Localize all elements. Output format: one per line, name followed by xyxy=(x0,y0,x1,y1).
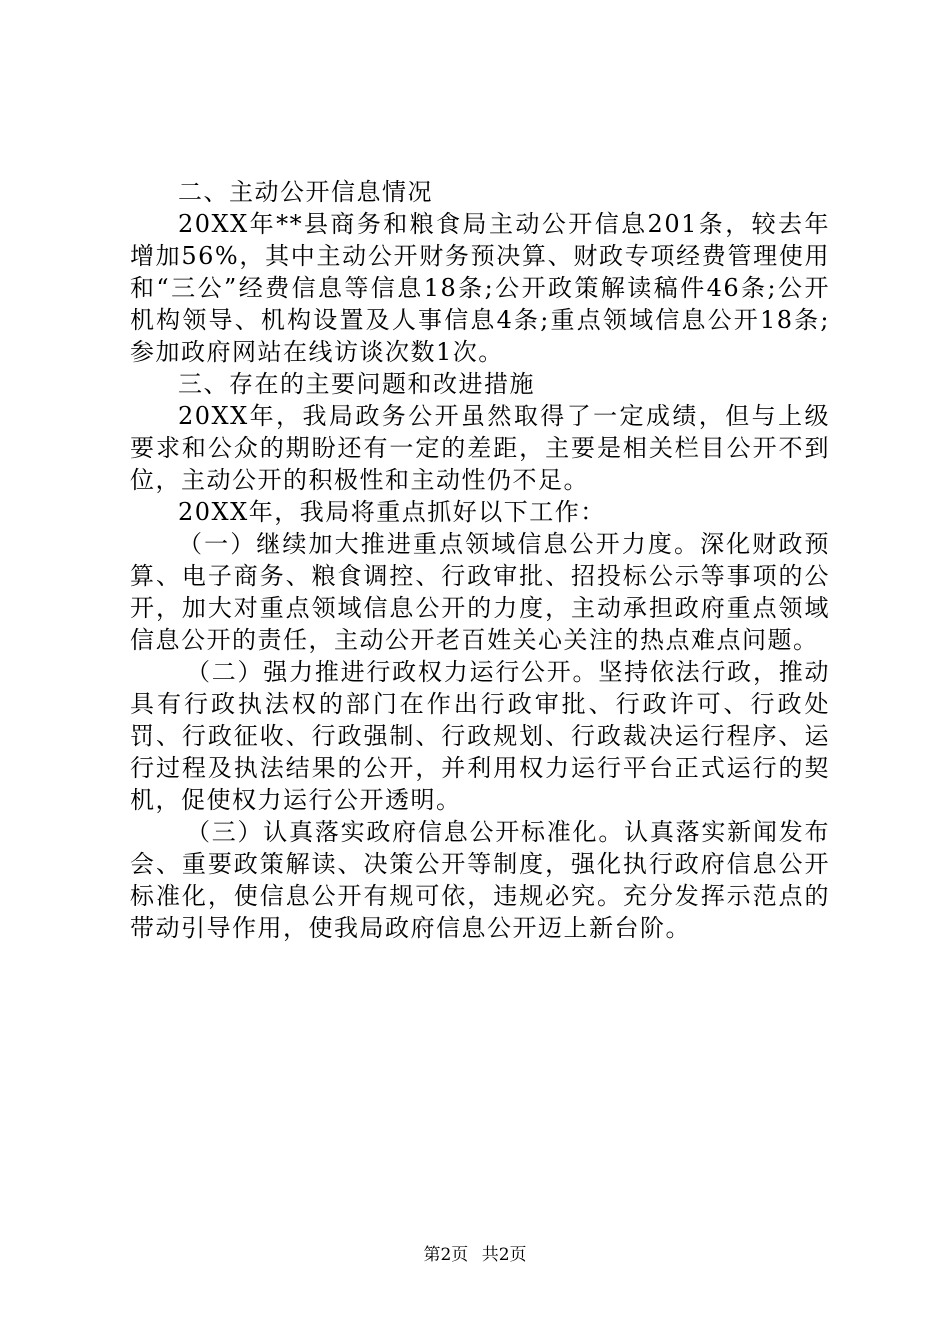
paragraph-problems: 20XX年，我局政务公开虽然取得了一定成绩，但与上级要求和公众的期盼还有一定的差距，主要是相关栏目公开不到位，主动公开的积极性和主动性仍不足。 xyxy=(130,402,830,494)
paragraph-item-1: （一）继续加大推进重点领域信息公开力度。深化财政预算、电子商务、粮食调控、行政审批、招投标公示等事项的公开，加大对重点领域信息公开的力度，主动承担政府重点领域信息公开的责任，主动公开老百姓关心关注的热点难点问题。 xyxy=(130,530,830,654)
paragraph-item-3: （三）认真落实政府信息公开标准化。认真落实新闻发布会、重要政策解读、决策公开等制度，强化执行政府信息公开标准化，使信息公开有规可依，违规必究。充分发挥示范点的带动引导作用，使我局政府信息公开迈上新台阶。 xyxy=(130,818,830,942)
paragraph-info-disclosure: 20XX年**县商务和粮食局主动公开信息201条，较去年增加56%，其中主动公开财务预决算、财政专项经费管理使用和“三公”经费信息等信息18条;公开政策解读稿件46条;公开机构领导、机构设置及人事信息4条;重点领域信息公开18条;参加政府网站在线访谈次数1次。 xyxy=(130,210,830,366)
document-body xyxy=(130,176,830,944)
paragraph-item-2: （二）强力推进行政权力运行公开。坚持依法行政，推动具有行政执法权的部门在作出行政审批、行政许可、行政处罚、行政征收、行政强制、行政规划、行政裁决运行程序、运行过程及执法结果的公开，并利用权力运行平台正式运行的契机，促使权力运行公开透明。 xyxy=(130,658,830,814)
page-number: 第2页 xyxy=(423,1245,469,1265)
paragraph-work-intro: 20XX年，我局将重点抓好以下工作： xyxy=(178,498,606,526)
section-heading-2: 二、主动公开信息情况 xyxy=(178,178,433,206)
page-total: 共2页 xyxy=(481,1245,527,1265)
page-footer xyxy=(0,1244,950,1266)
section-heading-3: 三、存在的主要问题和改进措施 xyxy=(178,370,535,398)
